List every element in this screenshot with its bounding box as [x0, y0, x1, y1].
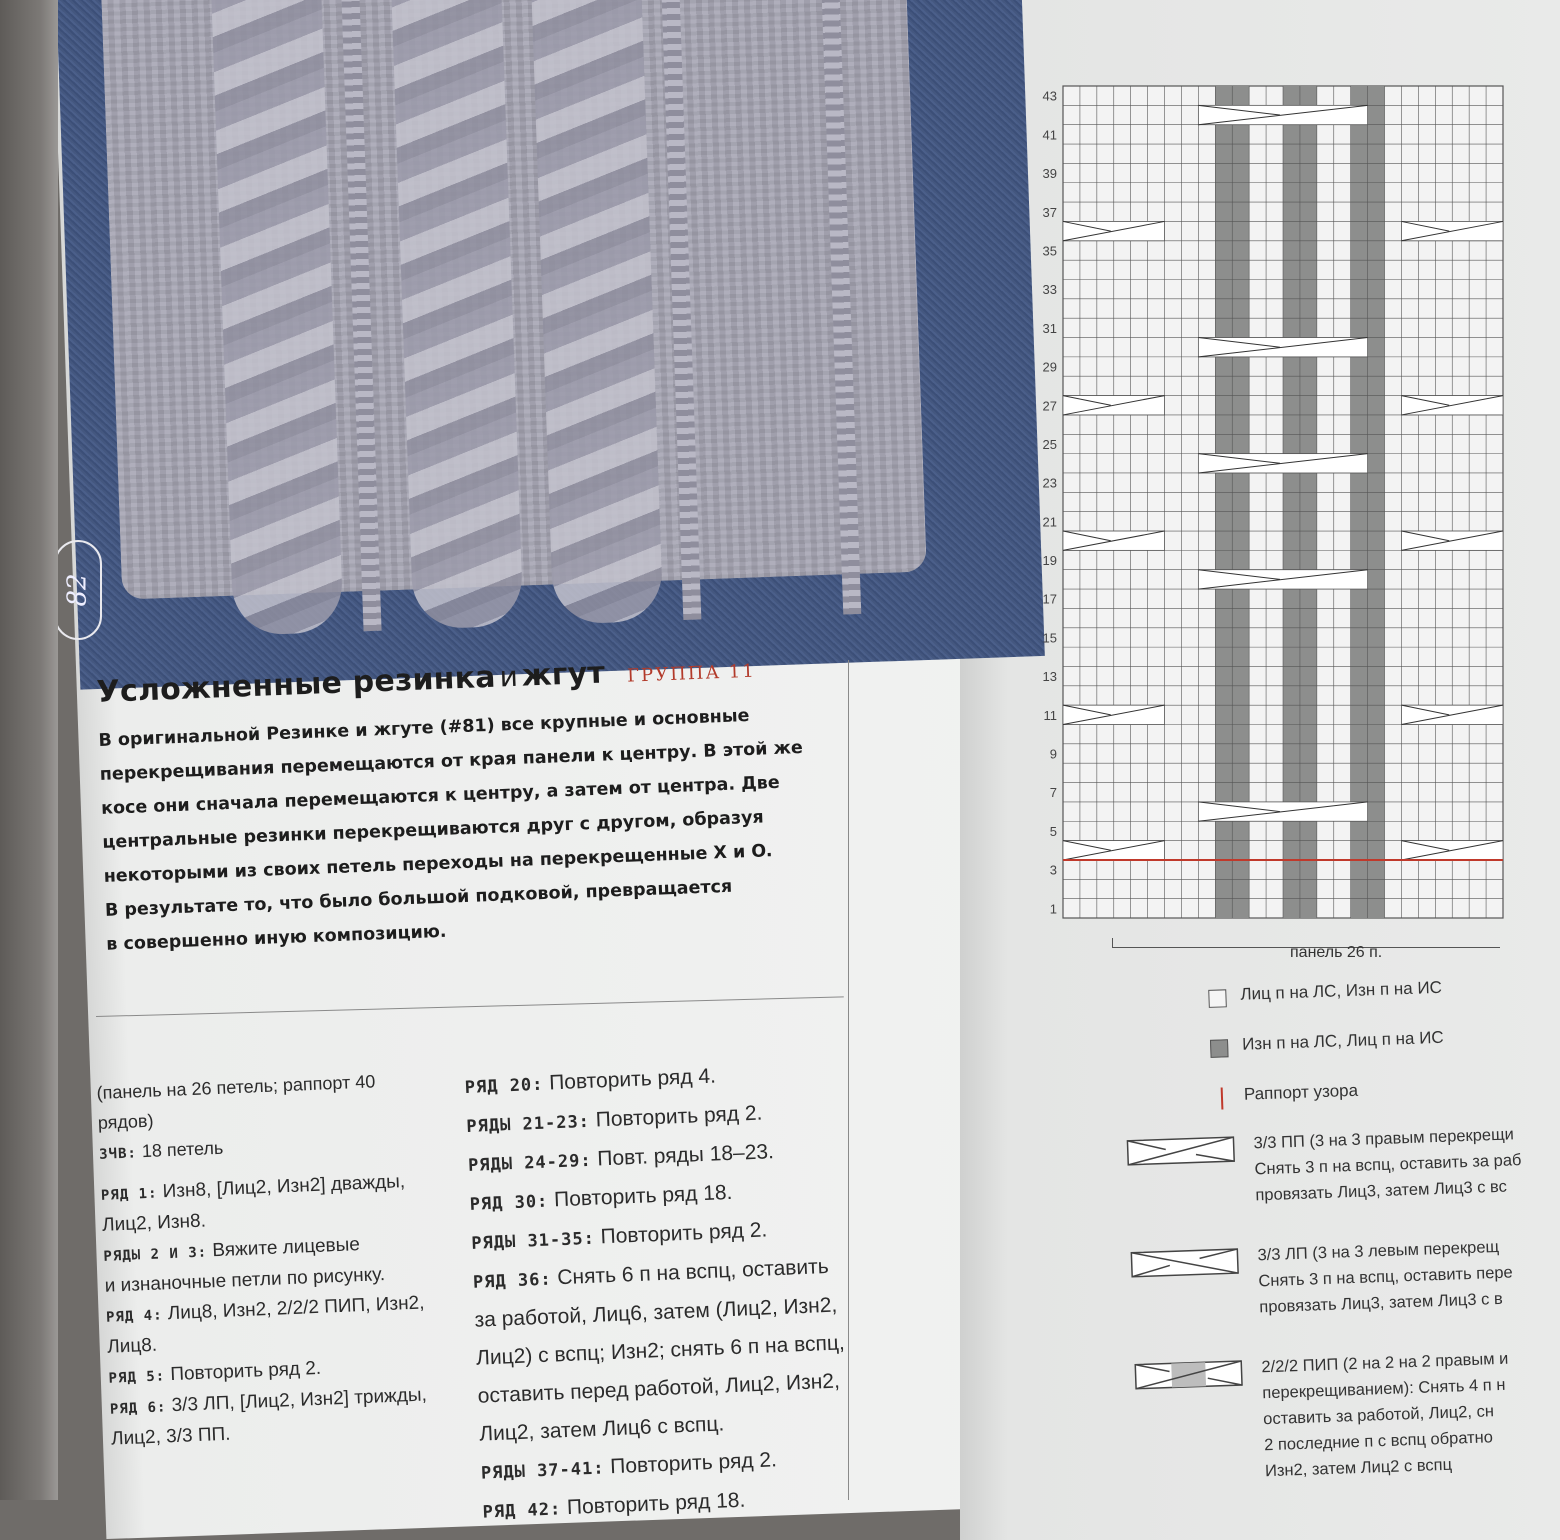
knit-swatch-photo	[100, 0, 927, 600]
row-number-label: 1	[1049, 901, 1057, 917]
legend-cable-right: 3/3 ПП (3 на 3 правым перекрещи Снять 3 п на вспц, оставить за раб провязать Лиц3, затем Лиц3 с вс	[1125, 1122, 1509, 1247]
title-part1: Усложненные резинка	[96, 659, 497, 710]
row-number-label: 21	[1042, 514, 1057, 530]
row-instruction: РЯДЫ 21-23: Повторить ряд 2.	[466, 1101, 763, 1137]
purl-column	[1300, 86, 1317, 918]
gauge-meta: ЗЧВ: 18 петель	[98, 1137, 224, 1163]
purl-column	[1215, 86, 1232, 918]
intro-line: В результате то, что было большой подковой, превращается	[104, 876, 733, 921]
intro-paragraph	[98, 696, 827, 961]
book-spine-shadow	[0, 0, 58, 1500]
intro-line: некоторыми из своих петель переходы на перекрещенные X и O.	[103, 841, 773, 887]
legend-knit: Лиц п на ЛС, Изн п на ИС	[1120, 972, 1502, 1035]
pattern-header	[96, 646, 866, 962]
row-instruction: РЯД 42: Повторить ряд 18.	[482, 1488, 746, 1523]
intro-line: в совершенно иную композицию.	[105, 921, 447, 955]
knit-symbol-icon	[1208, 989, 1227, 1008]
row-instruction: РЯДЫ 24-29: Повт. ряды 18–23.	[467, 1140, 775, 1176]
legend-purl: Изн п на ЛС, Лиц п на ИС	[1122, 1022, 1504, 1085]
row-number-label: 7	[1049, 785, 1057, 801]
rib-1	[339, 0, 381, 631]
legend-cable-purl-center: 2/2/2 ПИП (2 на 2 на 2 правым и перекрещиванием): Снять 4 п н оставить за работой, Лиц2, сн 2 последние п с вспц обратно Изн2, затем Лиц2 с вспц	[1133, 1346, 1518, 1509]
intro-line: центральные резинки перекрещиваются друг с другом, образуя	[102, 807, 765, 853]
row-number-label: 33	[1042, 282, 1057, 298]
repeat-line-icon	[1221, 1087, 1224, 1109]
row-number-label: 41	[1042, 127, 1057, 143]
page-number-badge: 82	[54, 540, 102, 640]
purl-column	[1232, 86, 1249, 918]
intro-line: косе они сначала перемещаются к центру, а затем от центра. Две	[100, 772, 781, 819]
cable-center-left	[389, 0, 523, 629]
row-instruction: РЯД 20: Повторить ряд 4.	[464, 1064, 717, 1098]
left-cross-icon	[1129, 1247, 1242, 1281]
group-label: ГРУППА 11	[626, 660, 757, 687]
row-instruction: РЯД 30: Повторить ряд 18.	[469, 1180, 733, 1215]
row-number-label: 39	[1042, 166, 1057, 182]
row-instruction: РЯД 1: Изн8, [Лиц2, Изн2] дважды, Лиц2, Изн8.	[100, 1171, 406, 1236]
row-number-label: 31	[1042, 320, 1057, 336]
row-instruction: РЯДЫ 2 И 3: Вяжите лицевые и изнаночные петли по рисунку.	[103, 1234, 386, 1297]
row-number-label: 35	[1042, 243, 1057, 259]
purl-column	[1283, 86, 1300, 918]
rib-3	[819, 0, 861, 614]
row-instruction: РЯД 36: Снять 6 п на вспц, оставить за работой, Лиц6, затем (Лиц2, Изн2, Лиц2) с вспц; Изн2; снять 6 п на вспц, оставить перед работой, Лиц2, Изн2, Лиц2, затем Лиц6 с вспц.	[472, 1254, 846, 1446]
chart-svg	[1035, 80, 1505, 940]
row-instruction: РЯД 6: 3/3 ЛП, [Лиц2, Изн2] трижды, Лиц2, 3/3 ПП.	[109, 1384, 428, 1450]
row-number-label: 5	[1049, 823, 1057, 839]
intro-line: В оригинальной Резинке и жгуте (#81) все крупные и основные	[98, 705, 750, 751]
legend-repeat: Раппорт узора	[1123, 1072, 1505, 1135]
row-number-label: 25	[1042, 436, 1057, 452]
row-instruction: РЯДЫ 31-35: Повторить ряд 2.	[470, 1218, 768, 1254]
row-number-label: 9	[1049, 746, 1057, 762]
right-cross-icon	[1125, 1135, 1238, 1169]
cable-left	[209, 0, 343, 636]
row-number-label: 43	[1042, 88, 1057, 104]
title-part2: и	[498, 659, 519, 694]
row-number-label: 17	[1042, 591, 1057, 607]
chart-xlabel: панель 26 п.	[1290, 944, 1383, 961]
row-number-label: 27	[1042, 398, 1057, 414]
row-number-label: 3	[1049, 862, 1057, 878]
legend-cable-left: 3/3 ЛП (3 на 3 левым перекрещ Снять 3 п на вспц, оставить пере провязать Лиц3, затем Лиц3 с в	[1129, 1234, 1513, 1359]
row-number-label: 23	[1042, 475, 1057, 491]
instructions-column-2	[464, 1052, 873, 1532]
row-number-label: 13	[1042, 669, 1057, 685]
purl-column	[1351, 86, 1368, 918]
panel-meta: (панель на 26 петель; раппорт 40 рядов)	[96, 1071, 376, 1133]
instructions-column-1	[96, 1064, 441, 1454]
row-number-label: 11	[1043, 707, 1057, 723]
row-number-label: 29	[1042, 359, 1057, 375]
row-number-label: 37	[1042, 204, 1057, 220]
chart-legend	[1120, 972, 1522, 1509]
cable-center-right	[529, 0, 663, 625]
purl-symbol-icon	[1210, 1039, 1229, 1058]
title-part3: жгут	[521, 655, 606, 694]
intro-line: перекрещивания перемещаются от края панели к центру. В этой же	[99, 737, 804, 785]
rib-2	[659, 0, 701, 620]
row-number-label: 19	[1042, 553, 1057, 569]
knitting-chart	[1035, 80, 1505, 960]
purl-center-cross-icon	[1133, 1359, 1246, 1393]
row-instruction: РЯД 4: Лиц8, Изн2, 2/2/2 ПИП, Изн2, Лиц8.	[105, 1292, 425, 1358]
row-number-label: 15	[1042, 630, 1057, 646]
row-instruction: РЯДЫ 37-41: Повторить ряд 2.	[480, 1448, 778, 1484]
purl-column	[1368, 86, 1385, 918]
row-instruction: РЯД 5: Повторить ряд 2.	[108, 1357, 322, 1387]
